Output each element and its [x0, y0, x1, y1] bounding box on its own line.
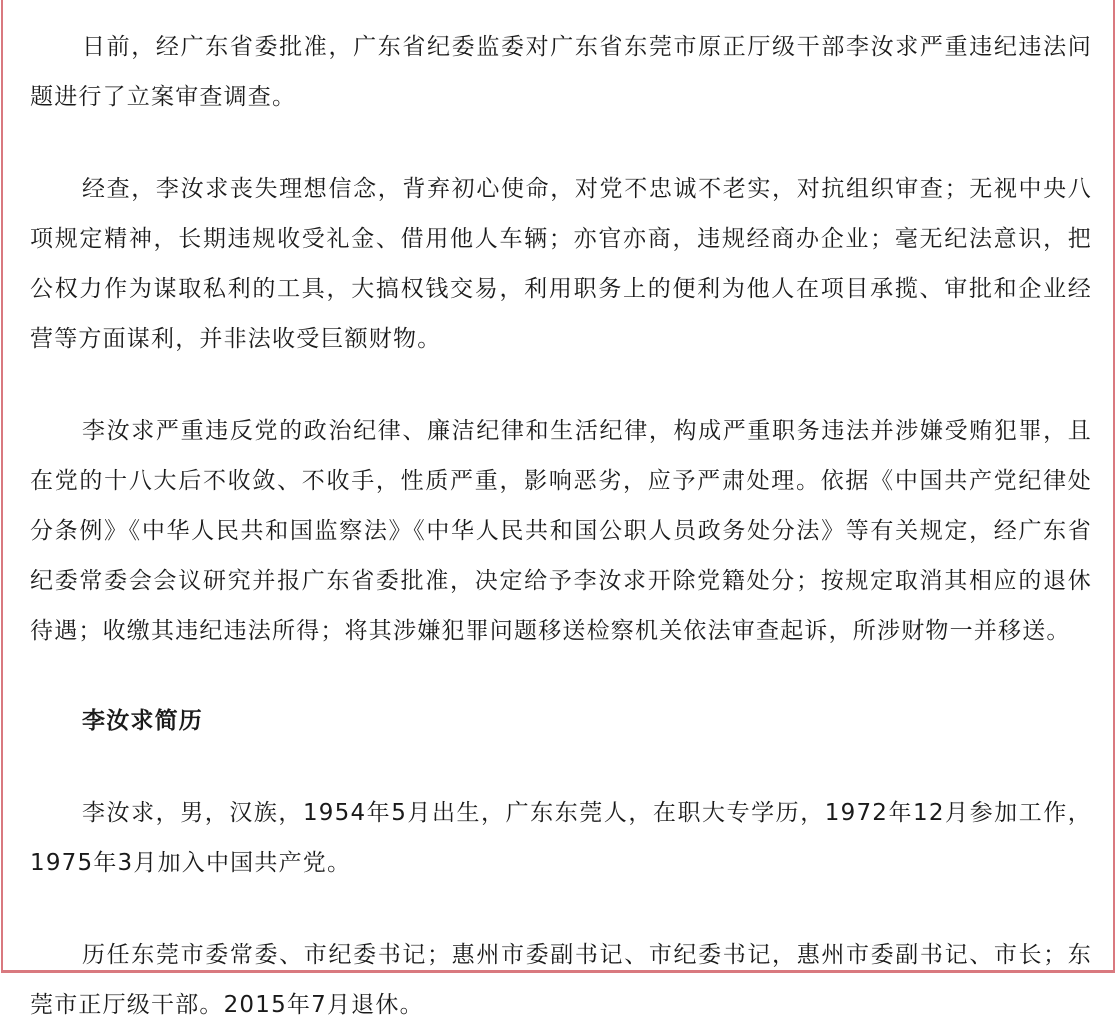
paragraph-investigation-findings: 经查，李汝求丧失理想信念，背弃初心使命，对党不忠诚不老实，对抗组织审查；无视中央八项规定精神，长期违规收受礼金、借用他人车辆；亦官亦商，违规经商办企业；毫无纪法意识，把公权力作为谋取私利的工具，大搞权钱交易，利用职务上的便利为他人在项目承揽、审批和企业经营等方面谋利，并非法收受巨额财物。: [30, 176, 1092, 352]
paragraph-announcement: 日前，经广东省委批准，广东省纪委监委对广东省东莞市原正厅级干部李汝求严重违纪违法问题进行了立案审查调查。: [30, 34, 1092, 110]
bio-heading: 李汝求简历: [82, 708, 203, 734]
bio-paragraph-basic-info: 李汝求，男，汉族，1954年5月出生，广东东莞人，在职大专学历，1972年12月参加工作，1975年3月加入中国共产党。: [30, 800, 1092, 876]
article-body: [30, 22, 1092, 1030]
bio-paragraph-career: 历任东莞市委常委、市纪委书记；惠州市委副书记、市纪委书记，惠州市委副书记、市长；东莞市正厅级干部。2015年7月退休。: [30, 942, 1092, 1018]
paragraph-disciplinary-decision: 李汝求严重违反党的政治纪律、廉洁纪律和生活纪律，构成严重职务违法并涉嫌受贿犯罪，且在党的十八大后不收敛、不收手，性质严重，影响恶劣，应予严肃处理。依据《中国共产党纪律处分条例》《中华人民共和国监察法》《中华人民共和国公职人员政务处分法》等有关规定，经广东省纪委常委会会议研究并报广东省委批准，决定给予李汝求开除党籍处分；按规定取消其相应的退休待遇；收缴其违纪违法所得；将其涉嫌犯罪问题移送检察机关依法审查起诉，所涉财物一并移送。: [30, 418, 1092, 644]
